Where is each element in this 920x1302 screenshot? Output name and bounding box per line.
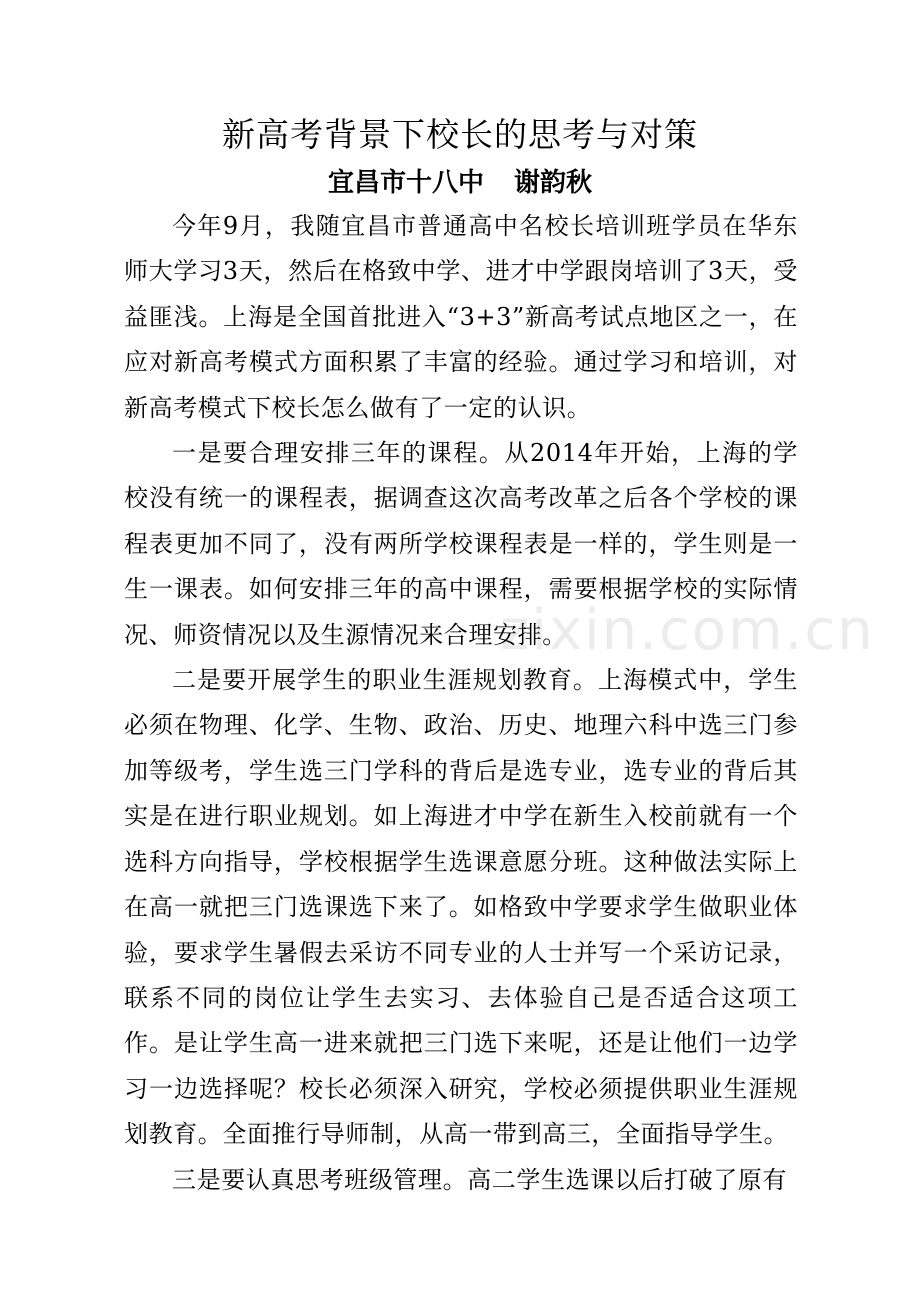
article-body	[124, 204, 798, 1203]
author-unit: 宜昌市十八中	[327, 168, 484, 198]
author-byline	[0, 165, 920, 201]
paragraph-3: 二是要开展学生的职业生涯规划教育。上海模式中，学生必须在物理、化学、生物、政治、历史、地理六科中选三门参加等级考，学生选三门学科的背后是选专业，选专业的背后其实是在进行职业规划。如上海进才中学在新生入校前就有一个选科方向指导，学校根据学生选课意愿分班。这种做法实际上在高一就把三门选课选下来了。如格致中学要求学生做职业体验，要求学生暑假去采访不同专业的人士并写一个采访记录，联系不同的岗位让学生去实习、去体验自己是否适合这项工作。是让学生高一进来就把三门选下来呢，还是让他们一边学习一边选择呢？校长必须深入研究，学校必须提供职业生涯规划教育。全面推行导师制，从高一带到高三，全面指导学生。	[124, 666, 798, 1149]
author-name: 谢韵秋	[514, 168, 593, 198]
paragraph-1: 今年9月，我随宜昌市普通高中名校长培训班学员在华东师大学习3天，然后在格致中学、进才中学跟岗培训了3天，受益匪浅。上海是全国首批进入“3+3”新高考试点地区之一，在应对新高考模式方面积累了丰富的经验。通过学习和培训，对新高考模式下校长怎么做有了一定的认识。	[124, 212, 798, 422]
paragraph-2: 一是要合理安排三年的课程。从2014年开始，上海的学校没有统一的课程表，据调查这次高考改革之后各个学校的课程表更加不同了，没有两所学校课程表是一样的，学生则是一生一课表。如何安排三年的高中课程，需要根据学校的实际情况、师资情况以及生源情况来合理安排。	[124, 439, 798, 649]
site-watermark: zixin.com.cn	[500, 598, 875, 663]
document-title: 新高考背景下校长的思考与对策	[222, 115, 698, 154]
paragraph-4: 三是要认真思考班级管理。高二学生选课以后打破了原有	[172, 1165, 787, 1194]
